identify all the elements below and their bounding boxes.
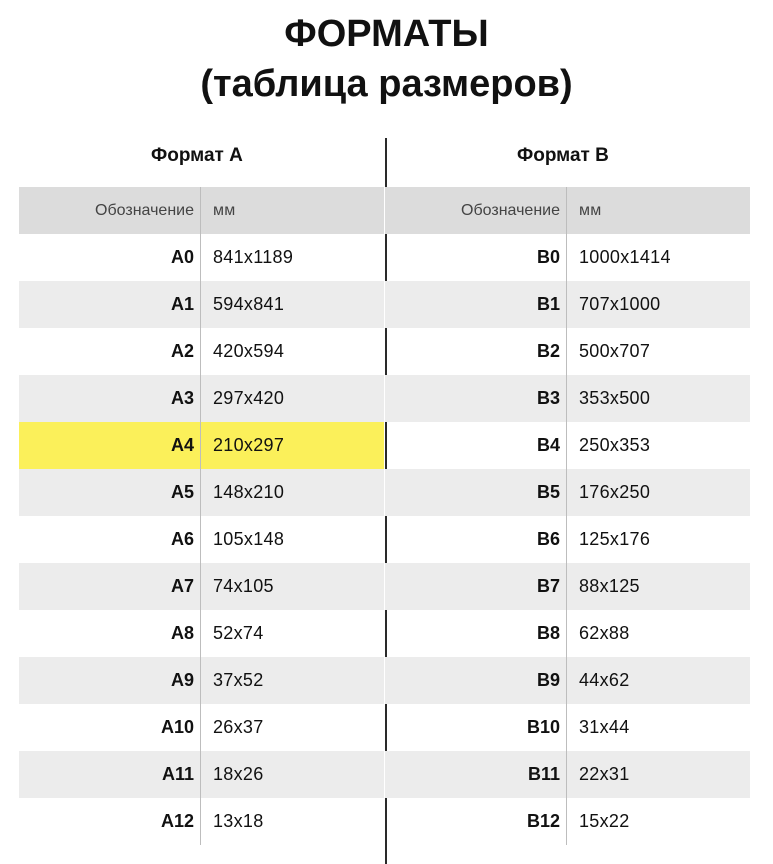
format-b-heading: Формат B [517, 145, 609, 166]
format-size: 37x52 [213, 670, 264, 690]
table-row [385, 422, 750, 469]
format-size: 44x62 [579, 670, 630, 690]
table-row [19, 281, 384, 328]
table-row [19, 798, 384, 845]
column-header-name: Обозначение [95, 201, 194, 219]
format-name: A3 [170, 388, 194, 408]
format-name: B11 [527, 764, 560, 784]
table-row [19, 610, 384, 657]
table-row [385, 234, 750, 281]
table-row [385, 798, 750, 845]
format-a-table [19, 187, 384, 845]
format-name: B6 [536, 529, 560, 549]
format-size: 594x841 [213, 294, 285, 314]
table-row [19, 328, 384, 375]
format-a-section [19, 138, 384, 845]
format-b-table [385, 187, 750, 845]
format-name: B1 [536, 294, 560, 314]
format-size: 105x148 [213, 529, 285, 549]
format-name: A6 [170, 529, 194, 549]
format-name: B5 [536, 482, 560, 502]
format-name: A9 [170, 670, 194, 690]
table-row [19, 657, 384, 704]
format-name: A12 [160, 811, 194, 831]
format-size: 13x18 [213, 811, 264, 831]
format-size: 210x297 [213, 435, 285, 455]
table-header-row [385, 187, 750, 234]
table-row [19, 704, 384, 751]
table-row [385, 281, 750, 328]
format-size: 841x1189 [213, 247, 294, 267]
table-row [385, 375, 750, 422]
table-row [385, 610, 750, 657]
format-b-section [385, 138, 750, 845]
format-size: 26x37 [213, 717, 264, 737]
format-name: B0 [536, 247, 560, 267]
format-size: 500x707 [579, 341, 651, 361]
format-size: 353x500 [579, 388, 651, 408]
format-size: 297x420 [213, 388, 285, 408]
format-size: 1000x1414 [579, 247, 671, 267]
format-name: B10 [526, 717, 560, 737]
format-size: 22x31 [579, 764, 630, 784]
table-row [19, 751, 384, 798]
format-name: A10 [160, 717, 194, 737]
format-name: A8 [170, 623, 194, 643]
format-a-heading: Формат A [151, 145, 243, 166]
format-size: 18x26 [213, 764, 264, 784]
table-row [19, 422, 384, 469]
page-subtitle: (таблица размеров) [200, 63, 573, 105]
format-size: 420x594 [213, 341, 285, 361]
format-name: B8 [536, 623, 560, 643]
format-name: B12 [526, 811, 560, 831]
table-row [385, 516, 750, 563]
table-row [19, 469, 384, 516]
format-size: 62x88 [579, 623, 630, 643]
table-row [385, 657, 750, 704]
format-name: A7 [170, 576, 194, 596]
format-name: A11 [161, 764, 194, 784]
format-name: A5 [170, 482, 194, 502]
format-size: 52x74 [213, 623, 264, 643]
column-header-unit: мм [213, 201, 236, 219]
table-row [385, 328, 750, 375]
format-size: 88x125 [579, 576, 640, 596]
table-row [19, 234, 384, 281]
table-header-row [19, 187, 384, 234]
table-row [385, 751, 750, 798]
table-row [19, 516, 384, 563]
column-header-unit: мм [579, 201, 602, 219]
table-row [19, 375, 384, 422]
format-name: A4 [170, 435, 194, 455]
format-size: 250x353 [579, 435, 651, 455]
column-header-name: Обозначение [461, 201, 560, 219]
format-name: A1 [170, 294, 194, 314]
table-row [385, 469, 750, 516]
format-size: 125x176 [579, 529, 651, 549]
format-name: A2 [170, 341, 194, 361]
format-size: 31x44 [579, 717, 630, 737]
format-name: B9 [536, 670, 560, 690]
format-name: B2 [536, 341, 560, 361]
format-size: 176x250 [579, 482, 651, 502]
format-size: 148x210 [213, 482, 285, 502]
format-name: B4 [536, 435, 560, 455]
format-size: 707x1000 [579, 294, 661, 314]
page-title: ФОРМАТЫ [284, 13, 489, 55]
format-size: 74x105 [213, 576, 274, 596]
format-name: B7 [536, 576, 560, 596]
table-row [385, 704, 750, 751]
format-name: A0 [170, 247, 194, 267]
format-size: 15x22 [579, 811, 630, 831]
table-row [19, 563, 384, 610]
table-row [385, 563, 750, 610]
format-name: B3 [536, 388, 560, 408]
